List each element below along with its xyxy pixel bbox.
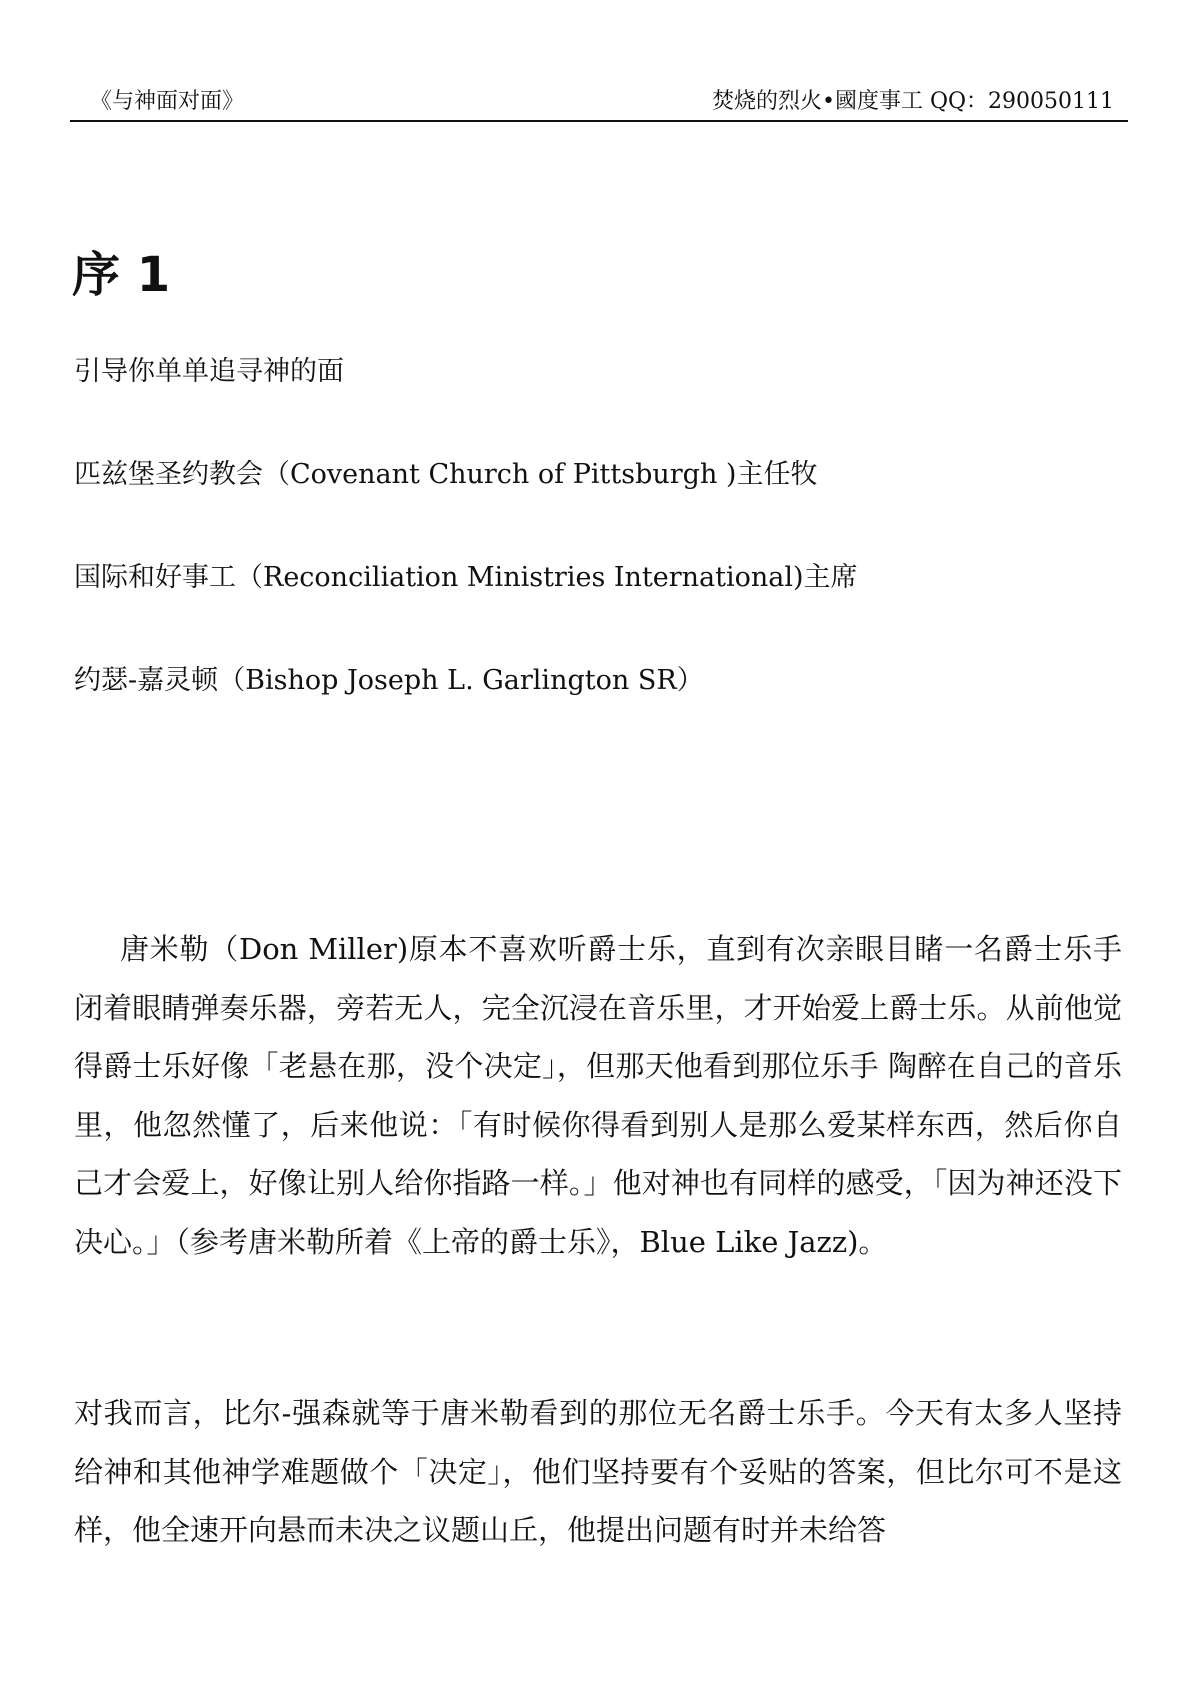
author-name: 约瑟-嘉灵顿（Bishop Joseph L. Garlington SR） bbox=[74, 665, 704, 696]
body-paragraph: 唐米勒（Don Miller)原本不喜欢听爵士乐，直到有次亲眼目睹一名爵士乐手闭着眼睛弹奏乐器，旁若无人，完全沉浸在音乐里，才开始爱上爵士乐。从前他觉得爵士乐好像「老悬在那，没个决定」，但那天他看到那位乐手 陶醉在自己的音乐里，他忽然懂了，后来他说：「有时候你得看到别人是那么爱某样东西，然后你自己才会爱上，好像让别人给你指路一样。」他对神也有同样的感受，「因为神还没下决心。」（参考唐米勒所着《上帝的爵士乐》，Blue Like Jazz)。 bbox=[74, 932, 1122, 1259]
body-paragraph: 对我而言，比尔-强森就等于唐米勒看到的那位无名爵士乐手。今天有太多人坚持给神和其他神学难题做个「决定」，他们坚持要有个妥贴的答案，但比尔可不是这样，他全速开向悬而未决之议题山丘，他提出问题有时并未给答 bbox=[74, 1396, 1122, 1547]
section-title: 序 1 bbox=[72, 247, 171, 303]
subtitle: 引导你单单追寻神的面 bbox=[74, 356, 344, 387]
running-header bbox=[70, 88, 1128, 122]
author-role-pastor: 匹兹堡圣约教会（Covenant Church of Pittsburgh )主任牧 bbox=[74, 459, 818, 490]
header-ministry-contact: 焚烧的烈火•國度事工 QQ：290050111 bbox=[711, 89, 1114, 114]
header-book-title: 《与神面对面》 bbox=[90, 89, 245, 114]
author-role-chairman: 国际和好事工（Reconciliation Ministries International)主席 bbox=[74, 562, 858, 593]
